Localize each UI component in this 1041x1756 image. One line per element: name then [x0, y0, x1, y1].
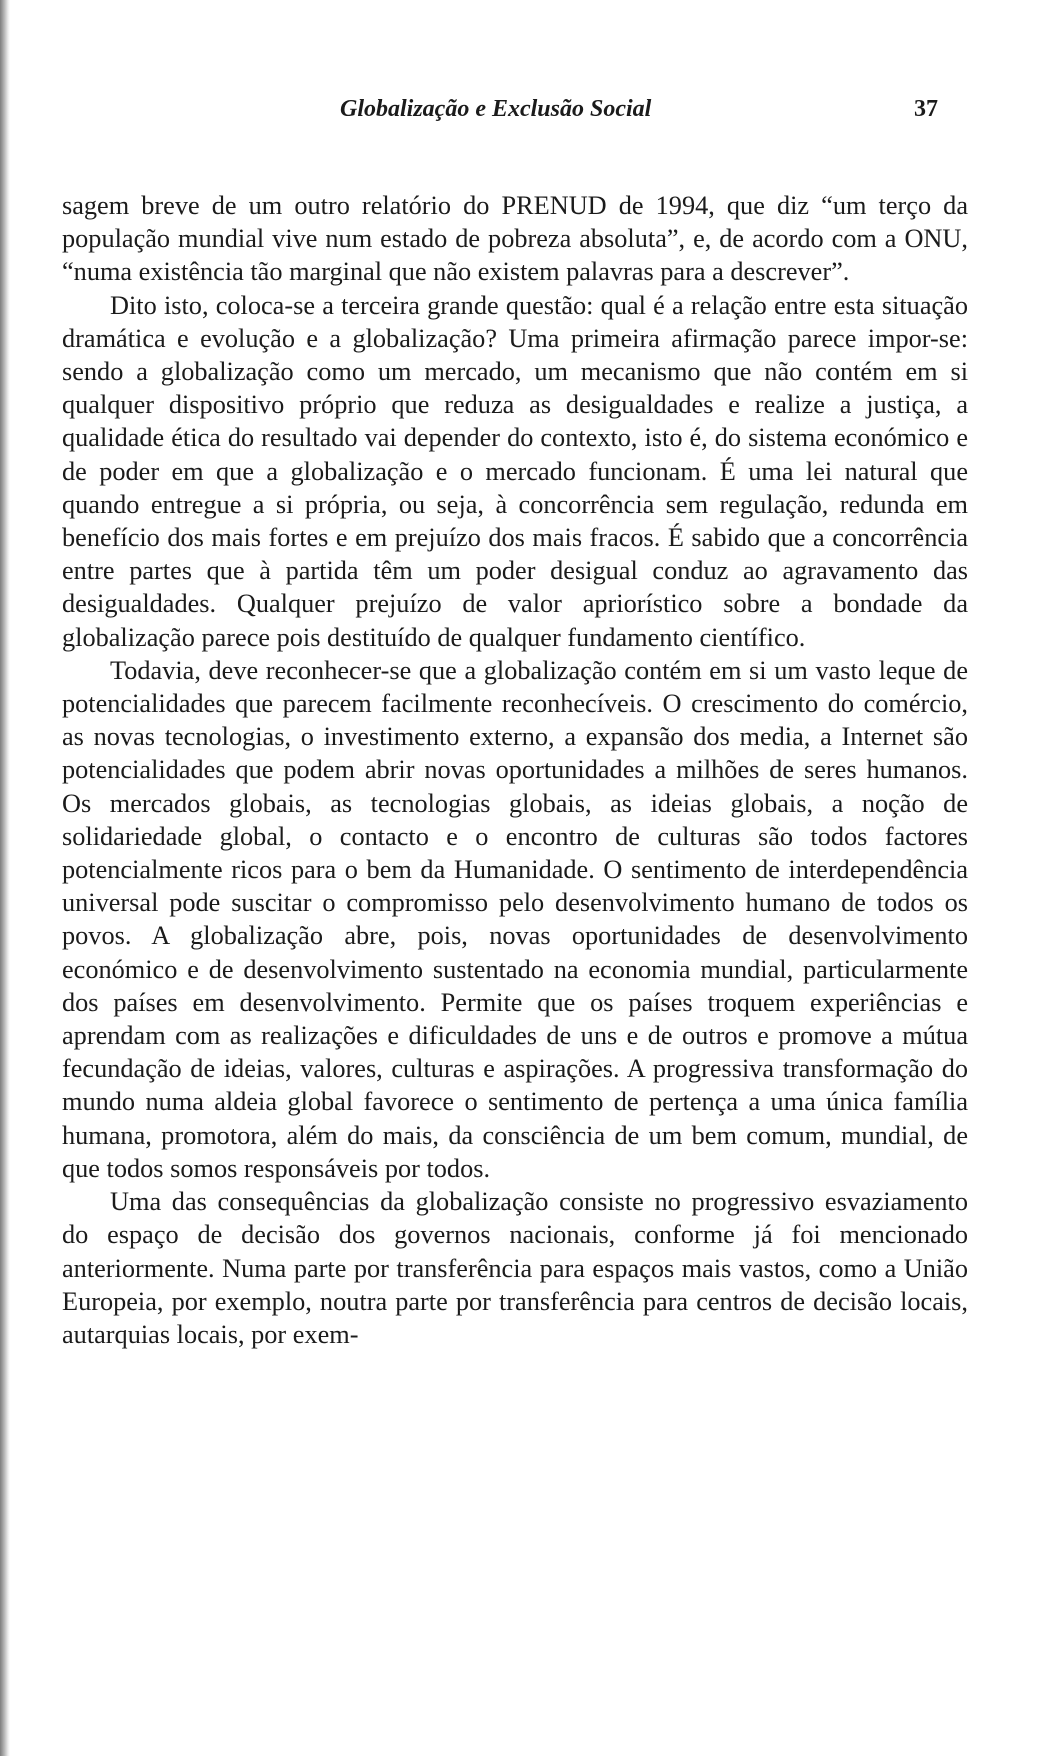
- page-number: 37: [914, 96, 938, 122]
- running-title: Globalização e Exclusão Social: [340, 96, 652, 122]
- running-header: [0, 96, 1041, 130]
- paragraph: Dito isto, coloca-se a terceira grande questão: qual é a relação entre esta situação dramática e evolução e a globalização? Uma primeira afirmação parece impor-se: sendo a globalização como um mercado, um mecanismo que não contém em si qualquer dispositivo próprio que reduza as desigualdades e realize a justiça, a qualidade ética do resultado vai depender do contexto, isto é, do sistema económico e de poder em que a globalização e o mercado funcionam. É uma lei natural que quando entregue a si própria, ou seja, à concorrência sem regulação, redunda em benefício dos mais fortes e em prejuízo dos mais fracos. É sabido que a concorrência entre partes que à partida têm um poder desigual conduz ao agravamento das desigualdades. Qualquer prejuízo de valor apriorístico sobre a bondade da globalização parece pois destituído de qualquer fundamento científico.: [62, 290, 968, 652]
- paragraph: Todavia, deve reconhecer-se que a globalização contém em si um vasto leque de potencialidades que parecem facilmente reconhecíveis. O crescimento do comércio, as novas tecnologias, o investimento externo, a expansão dos media, a Internet são potencialidades que podem abrir novas oportunidades a milhões de seres humanos. Os mercados globais, as tecnologias globais, as ideias globais, a noção de solidariedade global, o contacto e o encontro de culturas são todos factores potencialmente ricos para o bem da Humanidade. O sentimento de interdependência universal pode suscitar o compromisso pelo desenvolvimento humano de todos os povos. A globalização abre, pois, novas oportunidades de desenvolvimento económico e de desenvolvimento sustentado na economia mundial, particularmente dos países em desenvolvimento. Permite que os países troquem experiências e aprendam com as realizações e dificuldades de uns e de outros e promove a mútua fecundação de ideias, valores, culturas e aspirações. A progressiva transformação do mundo numa aldeia global favorece o sentimento de pertença a uma única família humana, promotora, além do mais, da consciência de um bem comum, mundial, de que todos somos responsáveis por todos.: [62, 655, 968, 1183]
- paragraph-continued: sagem breve de um outro relatório do PRENUD de 1994, que diz “um terço da população mundial vive num estado de pobreza absoluta”, e, de acordo com a ONU, “numa existência tão marginal que não existem palavras para a descrever”.: [62, 191, 968, 287]
- paragraph: Uma das consequências da globalização consiste no progressivo esvaziamento do espaço de decisão dos governos nacionais, conforme já foi mencionado anteriormente. Numa parte por transferência para espaços mais vastos, como a União Europeia, por exemplo, noutra parte por transferência para centros de decisão locais, autarquias locais, por exem-: [62, 1187, 968, 1349]
- scan-binding-edge: [0, 0, 10, 1756]
- body-text: [62, 189, 968, 1351]
